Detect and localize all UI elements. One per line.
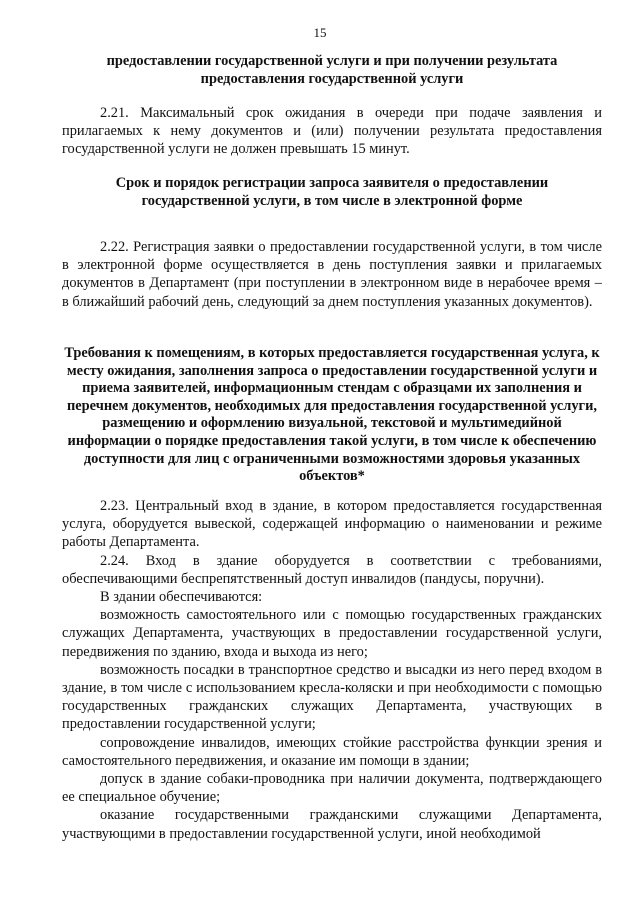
section-body-waiting-time bbox=[62, 104, 602, 159]
section-body-premises-requirements bbox=[62, 497, 602, 843]
paragraph-transport-boarding: возможность посадки в транспортное средство и высадки из него перед входом в здание, в том числе с использованием кресла-коляски и при необходимости с помощью государственных гражданских служащих Департамента, участвующих в предоставлении государственной услуги; bbox=[62, 661, 602, 733]
paragraph-other-assistance: оказание государственными гражданскими служащими Департамента, участвующими в предоставлении государственной услуги, иной необходимой bbox=[62, 807, 602, 842]
paragraph-2-24: 2.24. Вход в здание оборудуется в соответствии с требованиями, обеспечивающими беспрепятственный доступ инвалидов (пандусы, поручни). bbox=[62, 552, 602, 587]
section-heading-registration: Срок и порядок регистрации запроса заявителя о предоставлении государственной услуги, в том числе в электронной форме bbox=[115, 175, 549, 210]
paragraph-building-provides: В здании обеспечиваются: bbox=[100, 589, 263, 606]
section-heading-premises-requirements: Требования к помещениям, в которых предоставляется государственная услуга, к месту ожидания, заполнения запроса о предоставлении государственной услуги и приема заявителей, информационным стендам с образцами их заполнения и перечнем документов, необходимых для предоставления государственной услуги, размещению и оформлению визуальной, текстовой и мультимедийной информации о порядке предоставления такой услуги, в том числе к обеспечению доступности для лиц с ограниченными возможностями здоровья указанных объектов* bbox=[64, 345, 600, 485]
paragraph-2-21: 2.21. Максимальный срок ожидания в очереди при подаче заявления и прилагаемых к нему документов и (или) получении результата предоставления государственной услуги не должен превышать 15 минут. bbox=[62, 105, 602, 158]
paragraph-accompaniment: сопровождение инвалидов, имеющих стойкие расстройства функции зрения и самостоятельного передвижения, и оказание им помощи в здании; bbox=[62, 734, 602, 769]
paragraph-guide-dog: допуск в здание собаки-проводника при наличии документа, подтверждающего ее специальное обучение; bbox=[62, 771, 602, 806]
section-body-registration bbox=[62, 238, 602, 311]
section-heading-waiting-time: предоставлении государственной услуги и при получении результата предоставления государственной услуги bbox=[106, 53, 558, 88]
paragraph-2-22: 2.22. Регистрация заявки о предоставлении государственной услуги, в том числе в электронной форме осуществляется в день поступления заявки и прилагаемых документов в Департамент (при поступлении в электронном виде в нерабочее время – в ближайший рабочий день, следующий за днем поступления указанных документов). bbox=[62, 239, 602, 310]
paragraph-movement-possibility: возможность самостоятельного или с помощью государственных гражданских служащих Департамента, участвующих в предоставлении государственной услуги, передвижения по зданию, входа и выхода из него; bbox=[62, 607, 602, 660]
paragraph-2-23: 2.23. Центральный вход в здание, в котором предоставляется государственная услуга, оборудуется вывеской, содержащей информацию о наименовании и режиме работы Департамента. bbox=[62, 498, 602, 551]
page-number: 15 bbox=[313, 25, 327, 40]
